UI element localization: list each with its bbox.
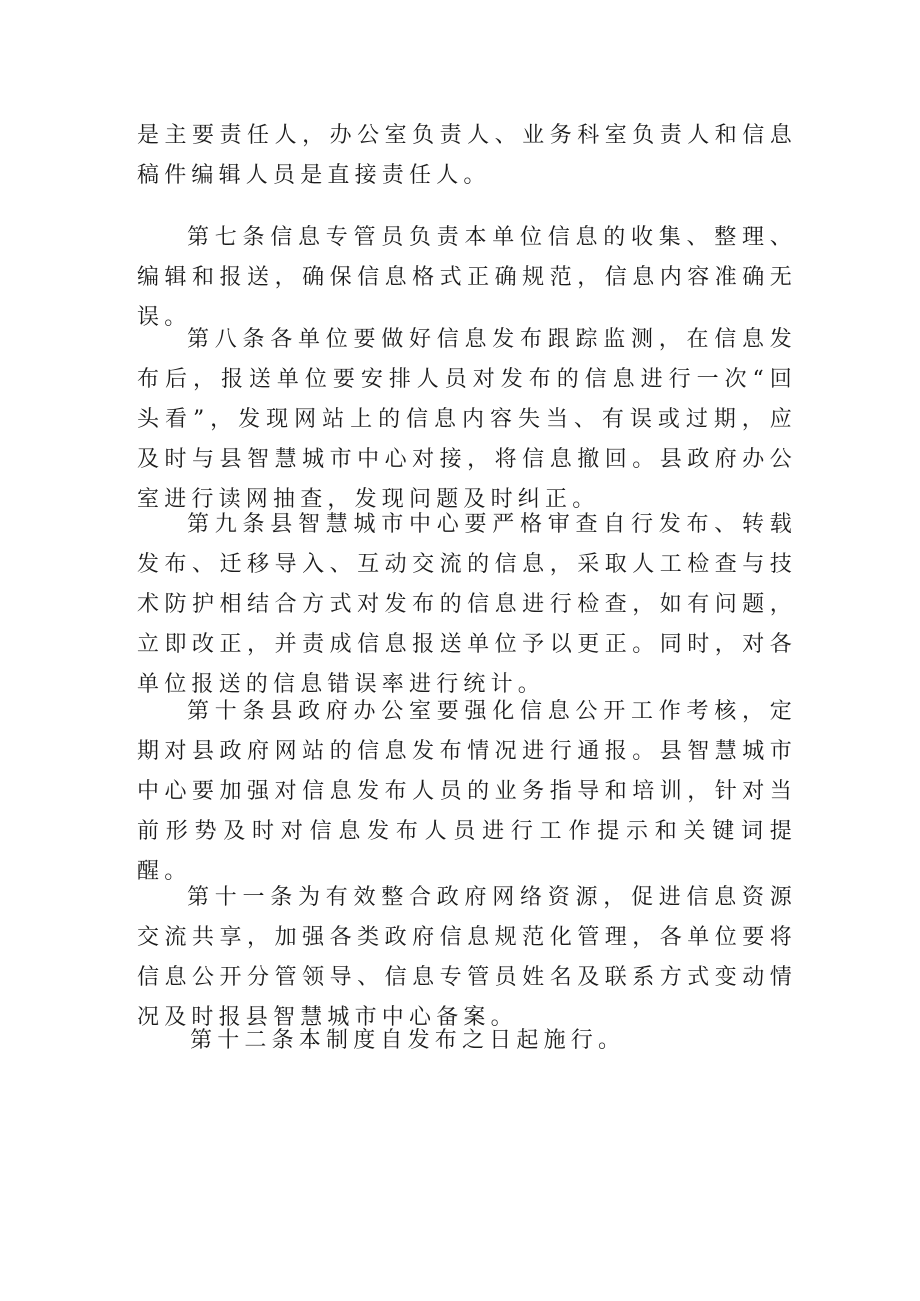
paragraph-article-8: 第八条各单位要做好信息发布跟踪监测，在信息发布后，报送单位要安排人员对发布的信息进行一次“回头看”，发现网站上的信息内容失当、有误或过期，应及时与县智慧城市中心对接，将信息撤回。县政府办公室进行读网抽查，发现问题及时纠正。: [137, 327, 797, 512]
paragraph-article-9: 第九条县智慧城市中心要严格审查自行发布、转载发布、迁移导入、互动交流的信息，采取人工检查与技术防护相结合方式对发布的信息进行检查，如有问题，立即改正，并责成信息报送单位予以更正。同时，对各单位报送的信息错误率进行统计。: [137, 512, 797, 697]
paragraph-responsibility-continuation: 是主要责任人，办公室负责人、业务科室负责人和信息稿件编辑人员是直接责任人。: [137, 123, 797, 188]
paragraph-article-12: 第十二条本制度自发布之日起施行。: [190, 1028, 626, 1053]
paragraph-article-7: 第七条信息专管员负责本单位信息的收集、整理、编辑和报送，确保信息格式正确规范，信息内容准确无误。: [137, 225, 797, 330]
paragraph-article-10: 第十条县政府办公室要强化信息公开工作考核，定期对县政府网站的信息发布情况进行通报。县智慧城市中心要加强对信息发布人员的业务指导和培训，针对当前形势及时对信息发布人员进行工作提示和关键词提醒。: [137, 699, 797, 884]
paragraph-article-11: 第十一条为有效整合政府网络资源，促进信息资源交流共享，加强各类政府信息规范化管理，各单位要将信息公开分管领导、信息专管员姓名及联系方式变动情况及时报县智慧城市中心备案。: [137, 885, 797, 1030]
